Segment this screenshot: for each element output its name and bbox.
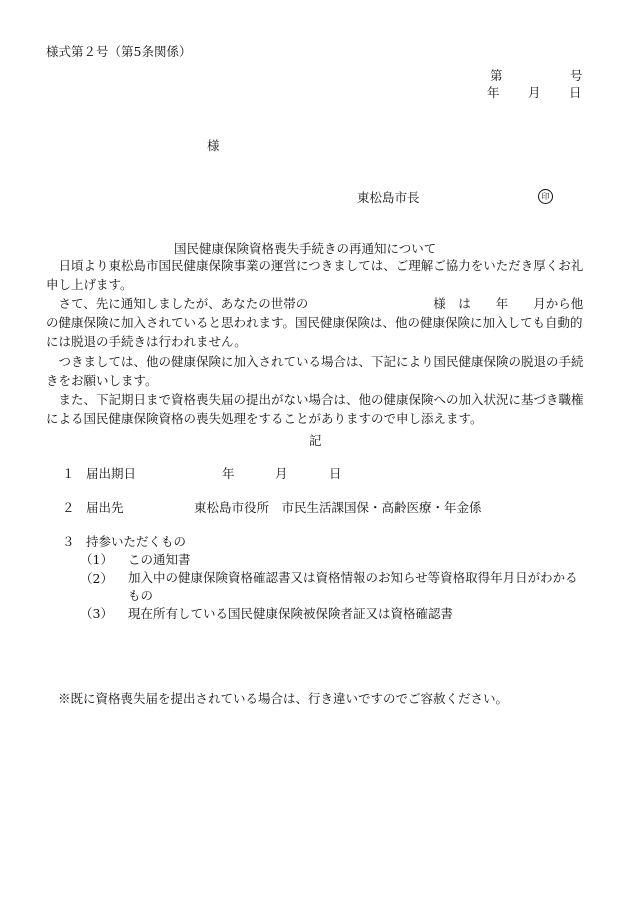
bring-list-number: （2） xyxy=(80,571,113,586)
addressee-honorific: 様 xyxy=(207,138,220,153)
item-number: １ xyxy=(62,466,75,481)
bring-list-number: （1） xyxy=(80,552,113,567)
document-number-prefix: 第 xyxy=(490,68,503,83)
submit-to-value: 東松島市役所 市民生活課国保・高齢医療・年金係 xyxy=(194,500,482,515)
seal-glyph: 印 xyxy=(538,189,553,204)
body-paragraph-1: 日頃より東松島市国民健康保険事業の運営につきましては、ご理解ご協力をいただき厚くお礼申し上げます。 xyxy=(46,258,584,293)
item-number: ２ xyxy=(62,500,75,515)
document-title: 国民健康保険資格喪失手続きの再通知について xyxy=(174,241,437,256)
date-month: 月 xyxy=(528,85,541,100)
item-label: 持参いただくもの xyxy=(86,534,187,549)
date-year: 年 xyxy=(487,85,500,100)
deadline-day: 日 xyxy=(329,466,342,481)
item-deadline xyxy=(62,464,362,482)
bring-list-text: 現在所有している国民健康保険被保険者証又は資格確認書 xyxy=(128,606,454,621)
body-paragraph-3: つきましては、他の健康保険に加入されている場合は、下記により国民健康保険の脱退の手続きをお願いします。 xyxy=(46,354,584,389)
bring-list-item xyxy=(80,604,580,622)
deadline-month: 月 xyxy=(275,466,288,481)
body-paragraph-4: また、下記期日まで資格喪失届の提出がない場合は、他の健康保険への加入状況に基づき職権による国民健康保険資格の喪失処理をすることがありますので申し添えます。 xyxy=(46,392,584,427)
form-label: 様式第２号（第5条関係） xyxy=(46,44,192,59)
item-label: 届出期日 xyxy=(86,466,137,481)
sender-title: 東松島市長 xyxy=(357,190,420,205)
item-submit-to xyxy=(62,498,522,516)
deadline-year: 年 xyxy=(222,466,235,481)
item-label: 届出先 xyxy=(86,500,124,515)
item-number: ３ xyxy=(62,534,75,549)
bring-list-text: 加入中の健康保険資格確認書又は資格情報のお知らせ等資格取得年月日がわかるもの xyxy=(128,570,578,603)
item-bring xyxy=(62,532,262,550)
document-number xyxy=(490,66,590,84)
seal-mark xyxy=(538,187,553,204)
bring-list-item xyxy=(80,569,580,605)
closing-note: ※既に資格喪失届を提出されている場合は、行き違いですのでご容赦ください。 xyxy=(58,691,509,706)
bring-list-number: （3） xyxy=(80,606,113,621)
bring-list-item xyxy=(80,550,580,568)
document-number-suffix: 号 xyxy=(570,68,583,83)
ki-heading: 記 xyxy=(309,433,322,448)
bring-list-text: この通知書 xyxy=(128,552,191,567)
date-day: 日 xyxy=(569,85,582,100)
body-paragraph-2: さて、先に通知しましたが、あなたの世帯の 様 は 年 月から他の健康保険に加入されていると思われます。国民健康保険は、他の健康保険に加入しても自動的には脱退の手続きは行われません。 xyxy=(46,296,584,350)
